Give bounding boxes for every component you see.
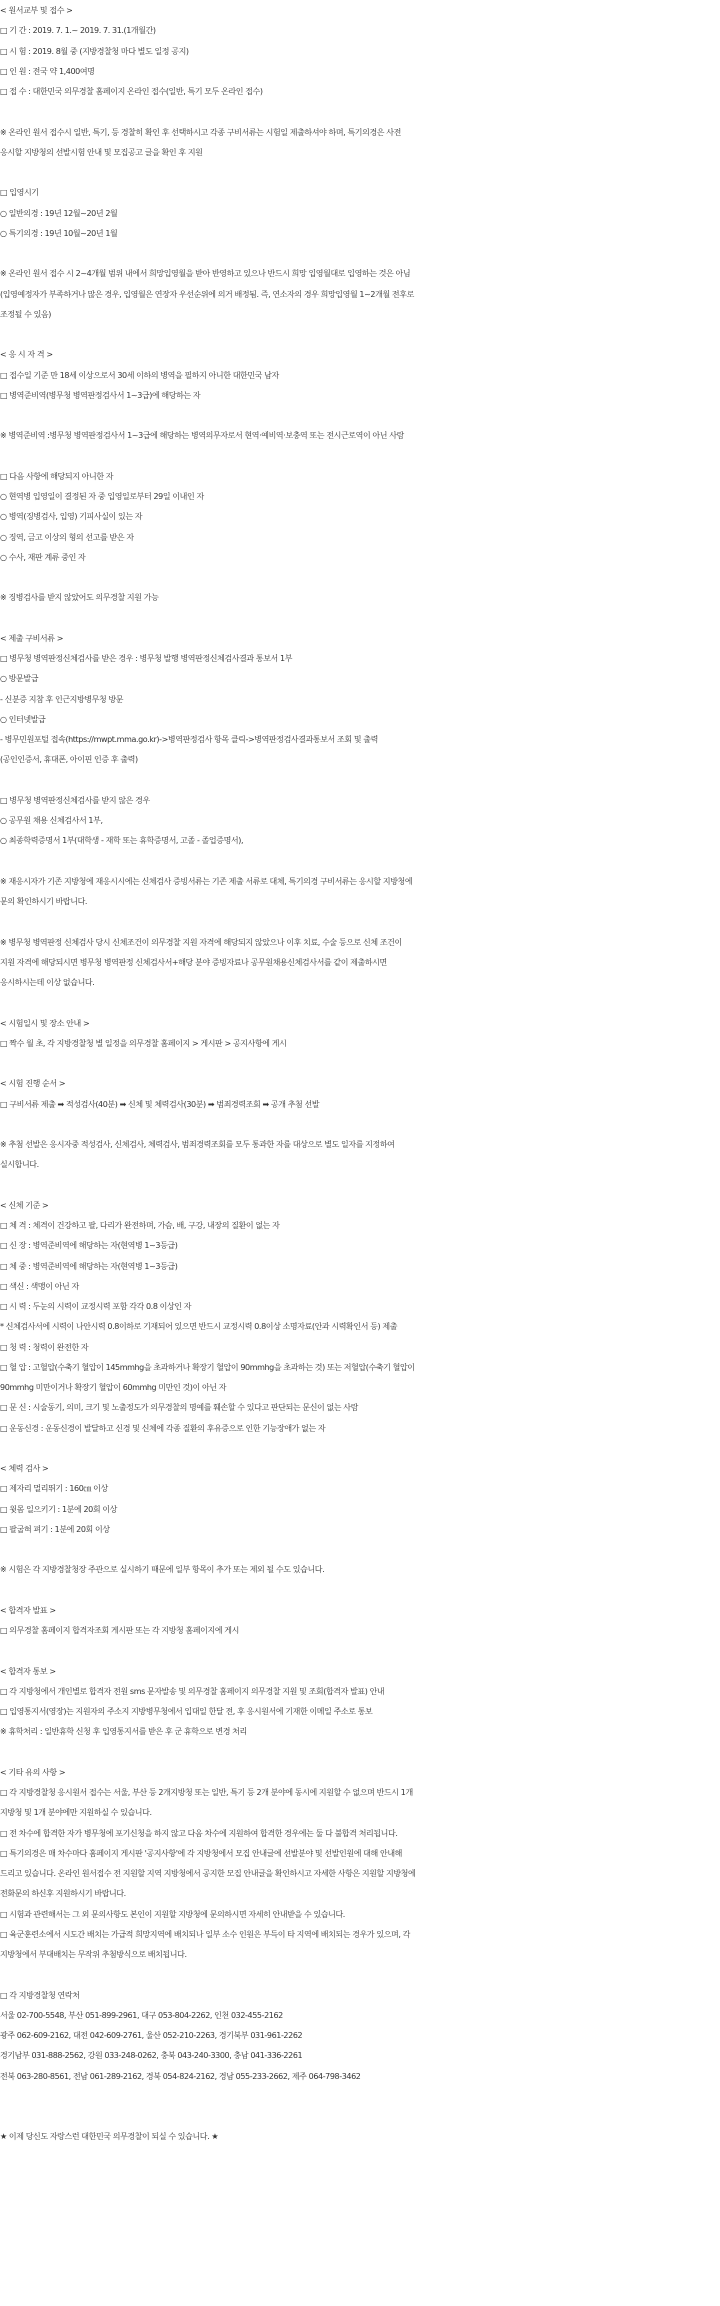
- notice-line: □ 전 차수에 합격한 자가 병무청에 포기신청을 하지 않고 다음 차수에 지원하여 합격한 경우에는 둘 다 불합격 처리됩니다.: [0, 1828, 398, 1838]
- notice-line: ○ 현역병 입영일이 결정된 자 중 입영일로부터 29일 이내인 자: [0, 492, 204, 501]
- notice-line: 드리고 있습니다. 온라인 원서접수 전 지원할 지역 지방청에서 공지한 모집 안내글을 확인하시고 자세한 사항은 지원할 지방청에: [0, 1869, 416, 1878]
- notice-line: □ 기 간 : 2019. 7. 1.~ 2019. 7. 31.(1개월간): [0, 26, 156, 36]
- notice-line: ※ 시험은 각 지방경찰청장 주관으로 실시하기 때문에 일부 항목이 추가 또는 제외 될 수도 있습니다.: [0, 1565, 325, 1575]
- notice-line: □ 다음 사항에 해당되지 아니한 자: [0, 471, 114, 481]
- notice-line: □ 각 지방경찰청 연락처: [0, 1990, 80, 2000]
- notice-line: (공인인증서, 휴대폰, 아이핀 인증 후 출력): [0, 755, 138, 765]
- notice-line: 전북 063-280-8561, 전남 061-289-2162, 경북 054-824-2162, 경남 055-233-2662, 제주 064-798-3462: [0, 2071, 361, 2081]
- notice-line: □ 접수일 기준 만 18세 이상으로서 30세 이하의 병역을 필하지 아니한 대한민국 남자: [0, 370, 279, 380]
- notice-line: 전화문의 하신후 지원하시기 바랍니다.: [0, 1889, 126, 1899]
- notice-line: □ 혈 압 : 고혈압(수축기 혈압이 145mmhg을 초과하거나 확장기 혈압이 90mmhg을 초과하는 것) 또는 저혈압(수축기 혈압이: [0, 1362, 415, 1372]
- notice-line: 실시합니다.: [0, 1160, 39, 1170]
- notice-line: - 신분증 지참 후 인근지방병무청 방문: [0, 694, 124, 704]
- notice-line: * 신체검사서에 시력이 나안시력 0.8이하로 기재되어 있으면 반드시 교정시력 0.8이상 소명자료(안과 시력확인서 등) 제출: [0, 1322, 398, 1332]
- notice-line: 응시할 지방청의 선발시험 안내 및 모집공고 글을 확인 후 지원: [0, 147, 203, 157]
- notice-line: ※ 병무청 병역판정 신체검사 당시 신체조건이 의무경찰 지원 자격에 해당되지 않았으나 이후 치료, 수술 등으로 신체 조건이: [0, 937, 402, 947]
- notice-line: □ 짝수 월 초, 각 지방경찰청 별 일정을 의무경찰 홈페이지 > 게시판 > 공지사항에 게시: [0, 1038, 287, 1048]
- notice-line: □ 각 지방경찰청 응시원서 접수는 서울, 부산 등 2개지방청 또는 일반, 특기 등 2개 분야에 동시에 지원할 수 없으며 반드시 1개: [0, 1788, 413, 1797]
- notice-line: □ 병무청 병역판정신체검사를 받은 경우 : 병무청 발행 병역판정신체검사결과 통보서 1부: [0, 654, 293, 663]
- notice-line: □ 시험과 관련해서는 그 외 문의사항도 본인이 지원할 지방청에 문의하시면 자세히 안내받을 수 있습니다.: [0, 1909, 345, 1919]
- notice-line: < 체력 검사 >: [0, 1464, 49, 1473]
- notice-line: 지원 자격에 해당되시면 병무청 병역판정 신체검사서+해당 분야 증빙자료나 공무원채용신체검사서를 같이 제출하시면: [0, 957, 387, 967]
- notice-line: ○ 인터넷발급: [0, 714, 46, 724]
- notice-line: □ 육군훈련소에서 시도간 배치는 가급적 희망지역에 배치되나 일부 소수 인원은 부득이 타 지역에 배치되는 경우가 있으며, 각: [0, 1929, 410, 1939]
- notice-line: □ 윗몸 일으키기 : 1분에 20회 이상: [0, 1504, 117, 1514]
- notice-line: 지방청에서 부대배치는 무작위 추첨방식으로 배치됩니다.: [0, 1950, 187, 1959]
- notice-line: 조정될 수 있음): [0, 309, 51, 319]
- notice-line: ○ 최종학력증명서 1부(대학생 - 재학 또는 휴학증명서, 고졸 - 졸업증명서),: [0, 836, 244, 846]
- notice-line: ○ 병역(징병검사, 입영) 기피사실이 있는 자: [0, 512, 143, 522]
- notice-line: ○ 징역, 금고 이상의 형의 선고를 받은 자: [0, 532, 134, 542]
- notice-line: (입영예정자가 부족하거나 많은 경우, 입영월은 연장자 우선순위에 의거 배정됨. 즉, 연소자의 경우 희망입영월 1~2개월 전후로: [0, 289, 414, 299]
- notice-line: □ 색신 : 색맹이 아닌 자: [0, 1281, 79, 1291]
- notice-line: □ 병무청 병역판정신체검사를 받지 않은 경우: [0, 795, 150, 805]
- notice-line: ※ 재응시자가 기존 지방청에 재응시시에는 신체검사 증빙서류는 기존 제출 서류로 대체, 특기의경 구비서류는 응시할 지방청에: [0, 876, 413, 886]
- notice-line: □ 팔굽혀 펴기 : 1분에 20회 이상: [0, 1524, 110, 1534]
- notice-line: 지방청 및 1개 분야에만 지원하실 수 있습니다.: [0, 1808, 152, 1818]
- notice-line: □ 인 원 : 전국 약 1,400여명: [0, 66, 95, 76]
- notice-line: < 시험 진행 순서 >: [0, 1079, 66, 1089]
- notice-line: 응시하시는데 이상 없습니다.: [0, 978, 95, 987]
- notice-line: 경기남부 031-888-2562, 강원 033-248-0262, 충북 043-240-3300, 충남 041-336-2261: [0, 2051, 303, 2061]
- notice-line: □ 문 신 : 시술동기, 의미, 크기 및 노출정도가 의무경찰의 명예를 훼손할 수 있다고 판단되는 문신이 없는 사람: [0, 1403, 358, 1413]
- notice-line: □ 입영통지서(영장)는 지원자의 주소지 지방병무청에서 입대일 한달 전, 후 응시원서에 기재한 이메일 주소로 통보: [0, 1707, 373, 1716]
- notice-line: ※ 추첨 선발은 응시자중 적성검사, 신체검사, 체력검사, 범죄경력조회를 모두 통과한 자를 대상으로 별도 일자를 지정하여: [0, 1140, 395, 1149]
- notice-line: ※ 병역준비역 :병무청 병역판정검사서 1~3급에 해당하는 병역의무자로서 현역·예비역·보충역 또는 전시근로역이 아닌 사람: [0, 431, 404, 441]
- notice-line: ○ 방문발급: [0, 674, 39, 684]
- notice-line: 서울 02-700-5548, 부산 051-899-2961, 대구 053-804-2262, 인천 032-455-2162: [0, 2010, 283, 2020]
- notice-line: < 합격자 통보 >: [0, 1666, 56, 1676]
- notice-line: ※ 온라인 원서 접수시 일반, 특기, 등 경찰히 확인 후 선택하시고 각종 구비서류는 시험일 제출하셔야 하며, 특기의경은 사전: [0, 127, 401, 137]
- notice-line: < 기타 유의 사항 >: [0, 1767, 66, 1777]
- notice-line: □ 시 험 : 2019. 8월 중 (지방경찰청 마다 별도 일정 공지): [0, 46, 189, 56]
- notice-line: □ 청 력 : 청력이 완전한 자: [0, 1342, 89, 1352]
- notice-line: □ 시 력 : 두눈의 시력이 교정시력 포함 각각 0.8 이상인 자: [0, 1302, 192, 1311]
- notice-line: ※ 온라인 원서 접수 시 2~4개월 범위 내에서 희망입영월을 받아 반영하고 있으나 반드시 희망 입영월대로 입영하는 것은 아님: [0, 269, 411, 279]
- notice-line: ○ 수사, 재판 계류 중인 자: [0, 552, 86, 562]
- notice-line: 문의 확인하시기 바랍니다.: [0, 897, 88, 906]
- notice-line: □ 각 지방청에서 개인별로 합격자 전원 sms 문자발송 및 의무경찰 홈페이지 의무경찰 지원 및 조회(합격자 발표) 안내: [0, 1686, 385, 1696]
- notice-line: □ 입영시기: [0, 188, 39, 198]
- notice-line: < 제출 구비서류 >: [0, 633, 64, 643]
- notice-line: □ 특기의경은 매 차수마다 홈페이지 게시판 '공지사항'에 각 지방청에서 모집 안내글에 선발분야 및 선발인원에 대해 안내해: [0, 1848, 402, 1858]
- notice-line: < 합격자 발표 >: [0, 1605, 56, 1615]
- notice-line: ※ 징병검사를 받지 않았어도 의무경찰 지원 가능: [0, 593, 159, 603]
- notice-line: < 원서교부 및 접수 >: [0, 6, 73, 15]
- notice-line: 90mmhg 미만이거나 확장기 혈압이 60mmhg 미만인 것)이 아닌 자: [0, 1383, 227, 1392]
- notice-line: □ 체 중 : 병역준비역에 해당하는 자(현역병 1~3등급): [0, 1261, 178, 1271]
- notice-line: 광주 062-609-2162, 대전 042-609-2761, 울산 052-210-2263, 경기북부 031-961-2262: [0, 2031, 303, 2040]
- notice-line: □ 병역준비역(병무청 병역판정검사서 1~3급)에 해당하는 자: [0, 390, 201, 400]
- notice-line: □ 제자리 멀리뛰기 : 160㎝ 이상: [0, 1484, 108, 1494]
- notice-line: ○ 특기의경 : 19년 10월~20년 1월: [0, 228, 118, 238]
- notice-line: < 시험일시 및 장소 안내 >: [0, 1018, 90, 1028]
- notice-line: □ 구비서류 제출 ➡ 적성검사(40분) ➡ 신체 및 체력검사(30분) ➡ 범죄경력조회 ➡ 공개 추첨 선발: [0, 1099, 320, 1109]
- notice-line: ★ 이제 당신도 자랑스런 대한민국 의무경찰이 되실 수 있습니다. ★: [0, 2132, 219, 2142]
- notice-line: < 신체 기준 >: [0, 1200, 49, 1210]
- notice-line: ※ 휴학처리 : 일반휴학 신청 후 입영통지서를 받은 후 군 휴학으로 변경 처리: [0, 1727, 247, 1737]
- notice-line: □ 신 장 : 병역준비역에 해당하는 자(현역병 1~3등급): [0, 1241, 178, 1251]
- notice-line: < 응 시 자 격 >: [0, 350, 53, 360]
- notice-line: □ 접 수 : 대한민국 의무경찰 홈페이지 온라인 접수(일반, 특기 모두 온라인 접수): [0, 87, 263, 96]
- notice-line: ○ 공무원 채용 신체검사서 1부,: [0, 816, 103, 825]
- notice-line: □ 체 격 : 체격이 건강하고 팔, 다리가 완전하며, 가슴, 배, 구강, 내장의 질환이 없는 자: [0, 1221, 280, 1230]
- notice-line: - 병무민원포털 접속(https://mwpt.mma.go.kr)->병역판정검사 항목 클릭->병역판정검사결과통보서 조회 및 출력: [0, 735, 378, 744]
- notice-line: □ 운동신경 : 운동신경이 발달하고 신경 및 신체에 각종 질환의 후유증으로 인한 기능장애가 없는 자: [0, 1423, 326, 1433]
- notice-line: ○ 일반의경 : 19년 12월~20년 2월: [0, 208, 118, 218]
- notice-line: □ 의무경찰 홈페이지 합격자조회 게시판 또는 각 지방청 홈페이지에 게시: [0, 1626, 239, 1635]
